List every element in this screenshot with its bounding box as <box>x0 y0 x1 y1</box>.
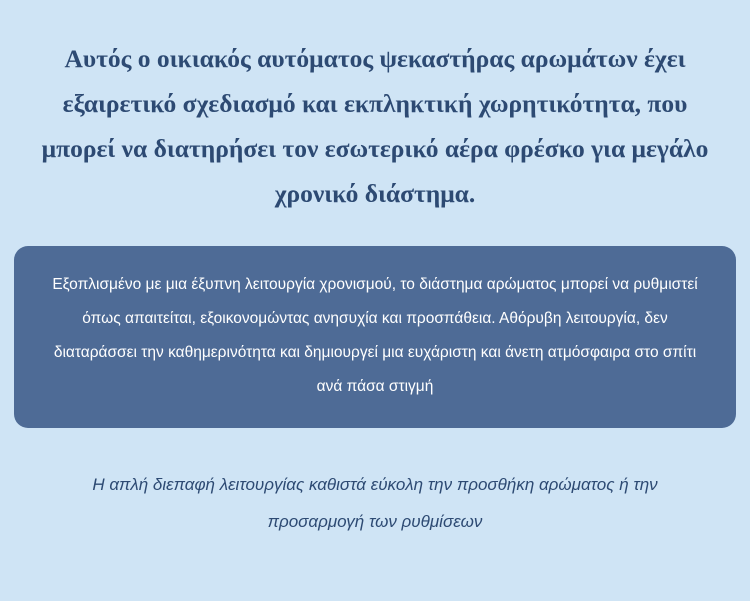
page-title: Αυτός ο οικιακός αυτόματος ψεκαστήρας αρωμάτων έχει εξαιρετικό σχεδιασμό και εκπληκτική χωρητικότητα, που μπορεί να διατηρήσει τον εσωτερικό αέρα φρέσκο για μεγάλο χρονικό διάστημα. <box>41 44 709 208</box>
feature-callout-box <box>14 246 736 428</box>
footnote-text: Η απλή διεπαφή λειτουργίας καθιστά εύκολη την προσθήκη αρώματος ή την προσαρμογή των ρυθμίσεων <box>92 475 658 531</box>
feature-callout-text: Εξοπλισμένο με μια έξυπνη λειτουργία χρονισμού, το διάστημα αρώματος μπορεί να ρυθμιστεί όπως απαιτείται, εξοικονομώντας ανησυχία και προσπάθεια. Αθόρυβη λειτουργία, δεν διαταράσσει την καθημερινότητα και δημιουργεί μια ευχάριστη και άνετη ατμόσφαιρα στο σπίτι ανά πάσα στιγμή <box>52 276 698 395</box>
